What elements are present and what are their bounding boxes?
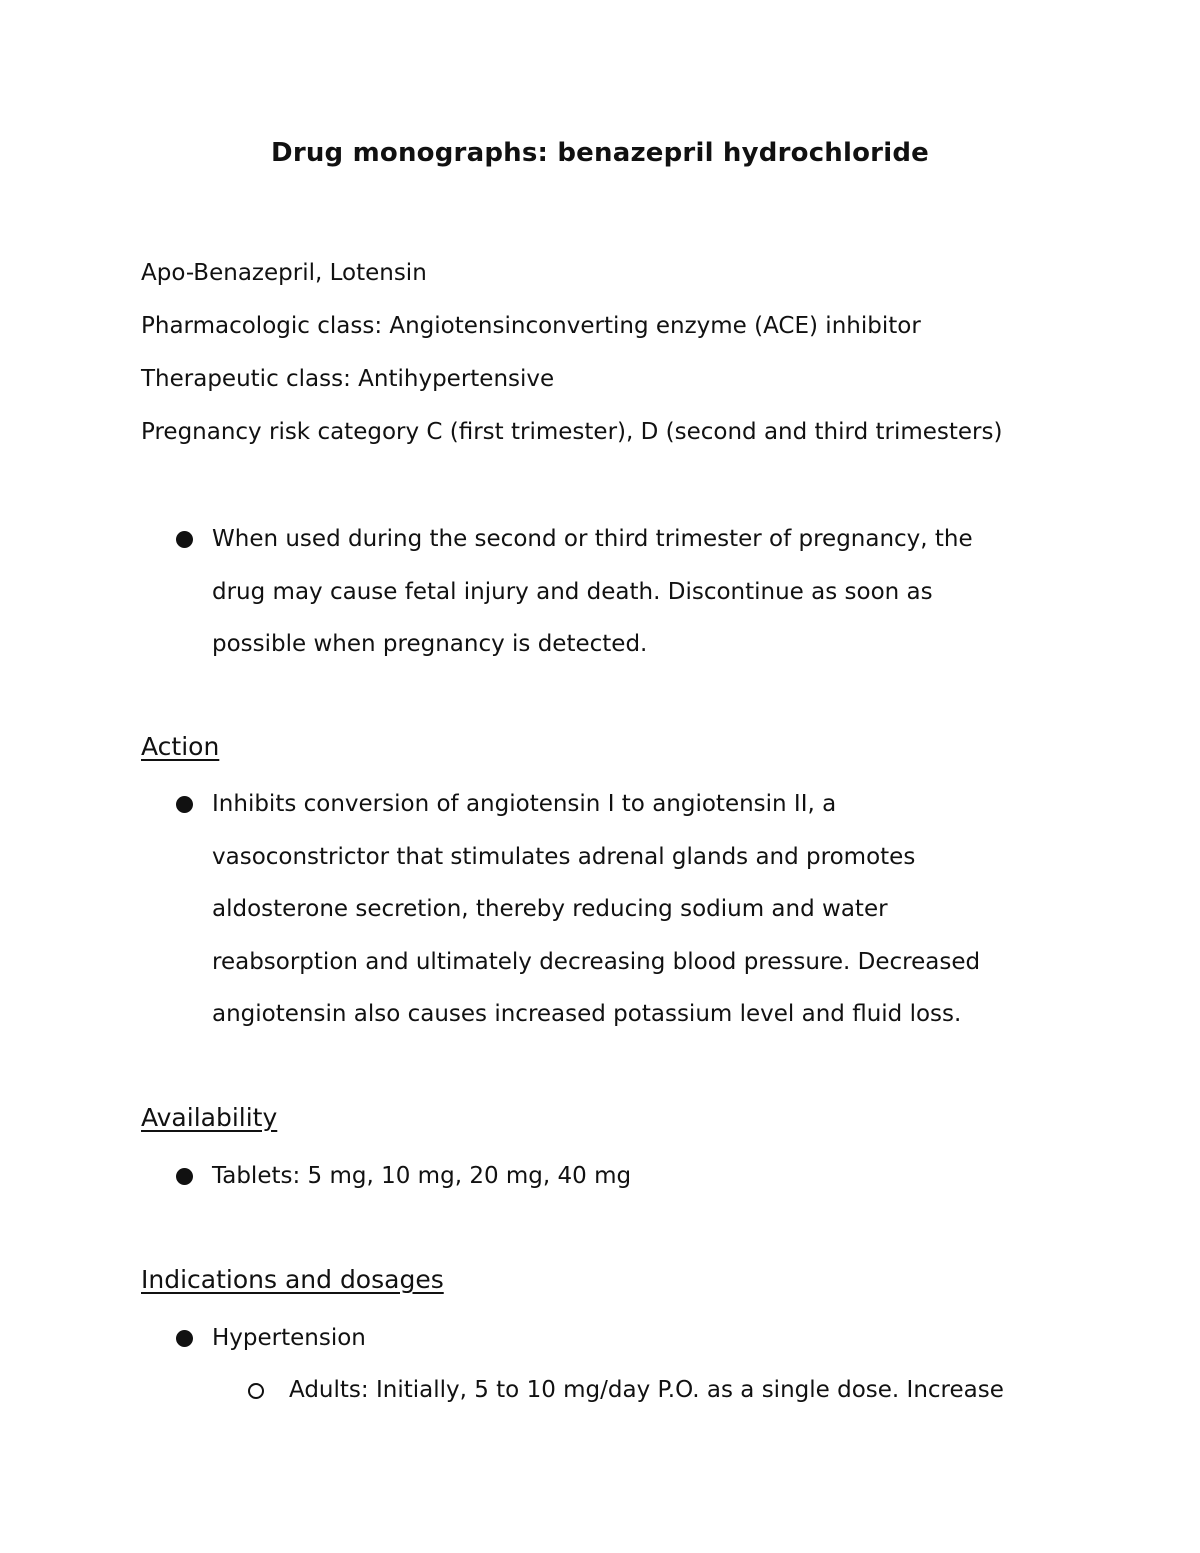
section-heading-action: Action (141, 732, 220, 761)
warning-line: drug may cause fetal injury and death. Discontinue as soon as (212, 578, 933, 605)
pregnancy-warning (212, 513, 1042, 671)
action-description (212, 778, 1042, 1041)
action-line: angiotensin also causes increased potassium level and fluid loss. (212, 1001, 962, 1027)
warning-line: possible when pregnancy is detected. (212, 631, 648, 657)
brand-names: Apo-Benazepril, Lotensin (141, 260, 427, 286)
list-item: Tablets: 5 mg, 10 mg, 20 mg, 40 mg (212, 1163, 632, 1189)
bullet-dot (176, 531, 193, 548)
pregnancy-risk-category: Pregnancy risk category C (first trimester), D (second and third trimesters) (141, 419, 1003, 445)
pharmacologic-class: Pharmacologic class: Angiotensinconverting enzyme (ACE) inhibitor (141, 313, 921, 339)
availability-list (212, 1150, 1042, 1203)
dosage-sub-item: Adults: Initially, 5 to 10 mg/day P.O. as a single dose. Increase (289, 1377, 1004, 1403)
bullet-dot (176, 796, 193, 813)
section-heading-indications: Indications and dosages (141, 1265, 444, 1294)
list-item: Hypertension (212, 1325, 366, 1351)
document-title: Drug monographs: benazepril hydrochloride (271, 138, 929, 168)
action-line: Inhibits conversion of angiotensin I to angiotensin II, a (212, 791, 837, 817)
bullet-dot (176, 1330, 193, 1347)
bullet-dot (176, 1168, 193, 1185)
therapeutic-class: Therapeutic class: Antihypertensive (141, 366, 555, 392)
indications-list (212, 1312, 1042, 1365)
section-heading-availability: Availability (141, 1103, 278, 1132)
action-line: aldosterone secretion, thereby reducing sodium and water (212, 896, 888, 922)
sub-bullet-circle (248, 1383, 264, 1399)
warning-line: When used during the second or third trimester of pregnancy, the (212, 526, 973, 552)
action-line: reabsorption and ultimately decreasing blood pressure. Decreased (212, 948, 981, 975)
action-line: vasoconstrictor that stimulates adrenal glands and promotes (212, 843, 916, 870)
